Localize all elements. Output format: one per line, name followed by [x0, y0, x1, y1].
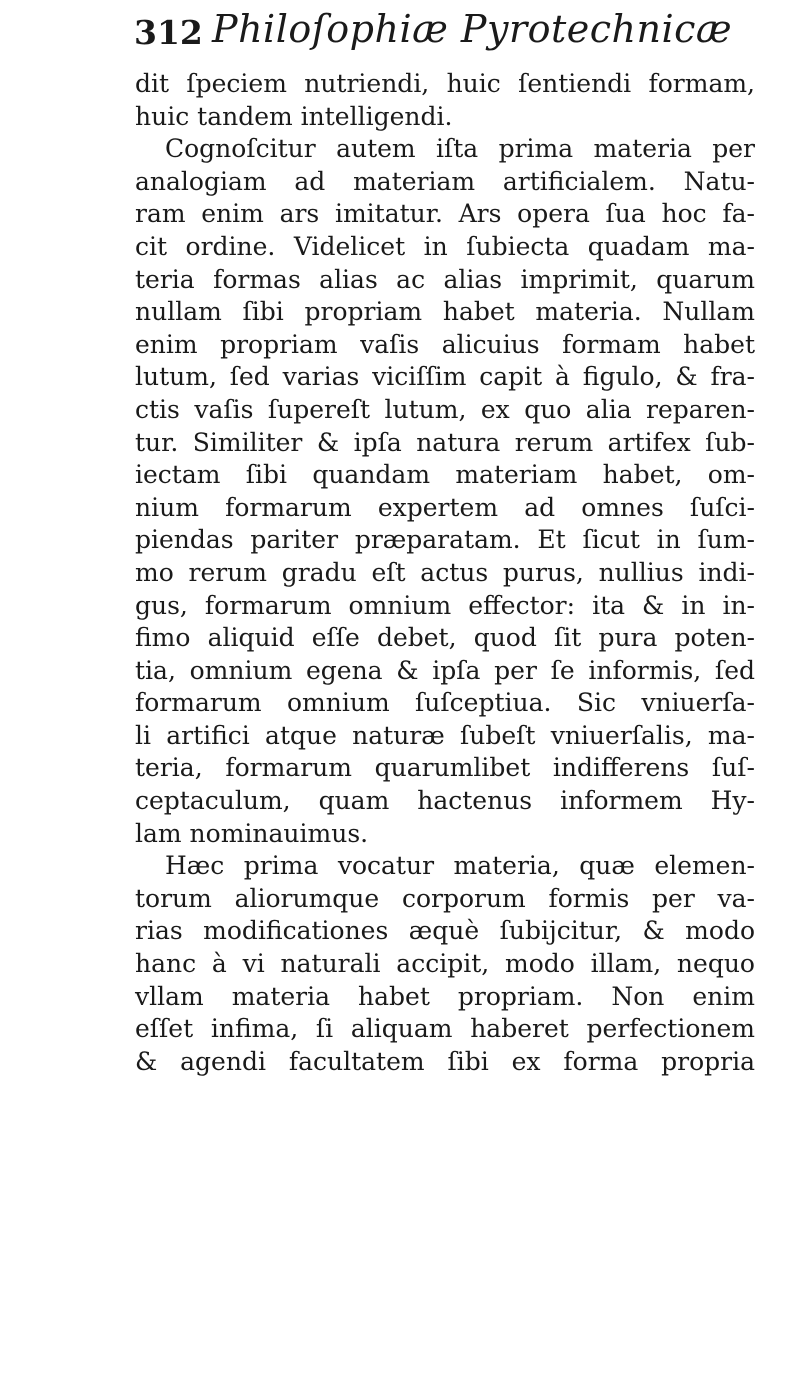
text-line: torum aliorumque corporum formis per va-	[135, 883, 755, 913]
body-text	[135, 68, 755, 1078]
text-line: piendas pariter præparatam. Et ſicut in ſum-	[135, 525, 755, 555]
text-line: dit ſpeciem nutriendi, huic ſentiendi formam,	[135, 69, 755, 98]
text-line: teria, formarum quarumlibet indifferens ſuſ-	[135, 753, 755, 783]
page-number: 312	[134, 13, 203, 52]
text-line: fimo aliquid eſſe debet, quod ſit pura poten-	[135, 623, 755, 653]
paragraph-first-line: Cognoſcitur autem iſta prima materia per	[165, 134, 755, 164]
text-line: ctis vaſis ſupereſt lutum, ex quo alia reparen-	[135, 394, 755, 424]
text-line: lutum, ſed varias viciſſim capit à figulo, & fra-	[135, 362, 755, 392]
text-line: analogiam ad materiam artificialem. Natu-	[135, 166, 755, 196]
text-line: & agendi facultatem ſibi ex forma propria	[135, 1046, 755, 1076]
text-line: huic tandem intelligendi.	[135, 101, 453, 131]
text-line: formarum omnium ſuſceptiua. Sic vniuerſa-	[135, 688, 755, 718]
text-line: teria formas alias ac alias imprimit, quarum	[135, 264, 755, 294]
text-line: rias modificationes æquè ſubijcitur, & modo	[135, 916, 755, 946]
text-line: hanc à vi naturali accipit, modo illam, nequo	[135, 949, 755, 979]
text-line: lam nominauimus.	[135, 818, 369, 848]
text-line: li artifici atque naturæ ſubeſt vniuerſalis, ma-	[135, 720, 755, 750]
text-line: nullam ſibi propriam habet materia. Nullam	[135, 297, 755, 327]
text-line: ram enim ars imitatur. Ars opera ſua hoc fa-	[135, 199, 755, 229]
text-line: tur. Similiter & ipſa natura rerum artifex ſub-	[135, 427, 755, 457]
running-head	[134, 7, 754, 60]
paragraph-first-line: Hæc prima vocatur materia, quæ elemen-	[165, 851, 755, 881]
text-line: nium formarum expertem ad omnes ſuſci-	[135, 492, 755, 522]
text-line: eſſet infima, ſi aliquam haberet perfectionem	[135, 1014, 755, 1044]
text-line: tia, omnium egena & ipſa per ſe informis, ſed	[135, 655, 755, 685]
text-line: vllam materia habet propriam. Non enim	[135, 981, 755, 1011]
text-line: gus, formarum omnium effector: ita & in in-	[135, 590, 755, 620]
text-line: iectam ſibi quandam materiam habet, om-	[135, 460, 755, 490]
text-line: cit ordine. Videlicet in ſubiecta quadam ma-	[135, 231, 755, 261]
text-line: enim propriam vaſis alicuius formam habet	[135, 329, 755, 359]
running-title: Philoſophiæ Pyrotechnicæ	[212, 7, 733, 51]
text-line: ceptaculum, quam hactenus informem Hy-	[135, 786, 755, 816]
text-line: mo rerum gradu eſt actus purus, nullius indi-	[135, 557, 755, 587]
